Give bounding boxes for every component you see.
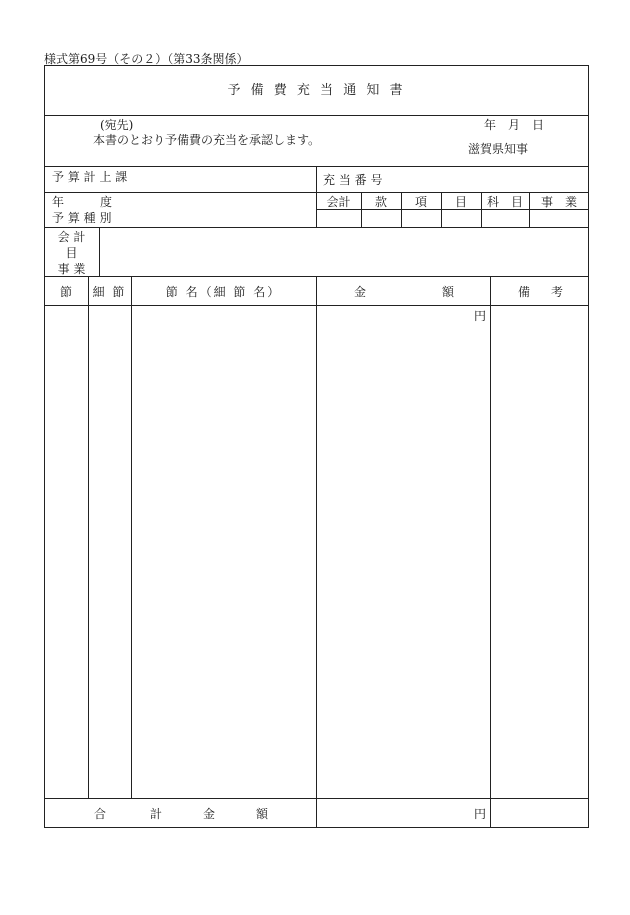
divider-v-account [99,227,100,276]
total-char-1: 合 [94,807,107,821]
approval-message: 本書のとおり予備費の充当を承認します。 [93,133,321,147]
column-remarks-right: 考 [551,285,564,299]
document-title: 予 備 費 充 当 通 知 書 [227,83,406,98]
budget-type-label: 予 算 種 別 [52,211,112,225]
divider-year [44,227,589,228]
code-header-kan: 款 [374,195,387,209]
divider-v-col2 [131,276,132,798]
form-number-label: 様式第69号（その２）（第33条関係） [44,52,249,66]
code-header-subject: 科 目 [486,195,523,209]
allocation-number-label: 充 当 番 号 [323,173,383,187]
code-header-kou: 項 [414,195,427,209]
column-saisetsu: 細 節 [92,285,127,299]
divider-v-col1 [88,276,89,798]
column-amount-right: 額 [442,285,455,299]
divider-title [44,115,589,116]
column-name: 節 名（細 節 名） [165,285,282,299]
divider-v-col4 [490,276,491,828]
issue-date: 年 月 日 [484,118,545,132]
column-setsu: 節 [59,285,72,299]
code-header-project: 事 業 [540,195,577,209]
issuer-name: 滋賀県知事 [468,142,529,156]
total-char-2: 計 [150,807,163,821]
code-header-account: 会計 [326,195,351,209]
total-char-4: 額 [256,807,269,821]
total-char-3: 金 [203,807,216,821]
total-yen-unit: 円 [474,807,487,821]
code-header-moku: 目 [454,195,467,209]
budget-section-label: 予 算 計 上 課 [52,170,128,184]
divider-v-col3 [316,276,317,828]
fiscal-year-label: 年 度 [52,195,113,209]
column-amount-left: 金 [354,285,367,299]
item-label: 目 [65,246,78,260]
addressee: (宛先) [100,118,134,132]
project-label: 事 業 [57,262,86,276]
yen-unit: 円 [474,309,487,323]
account-label: 会 計 [57,230,86,244]
column-remarks-left: 備 [518,285,531,299]
divider-code-headers [316,209,589,210]
